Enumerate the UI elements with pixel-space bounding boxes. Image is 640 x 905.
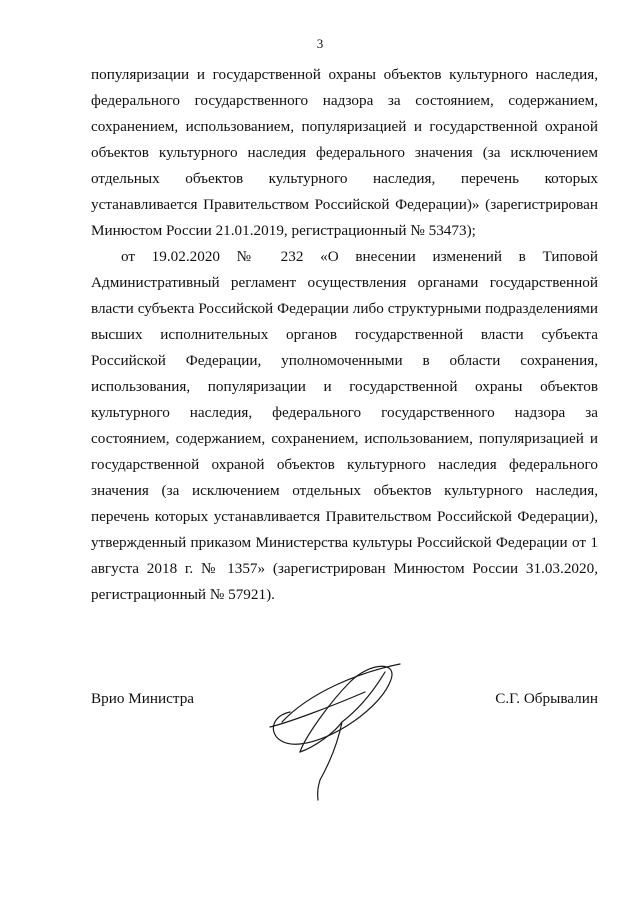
document-body (91, 62, 598, 608)
signatory-name: С.Г. Обрывалин (495, 690, 598, 707)
paragraph-amendment-order: от 19.02.2020 № 232 «О внесении изменений в Типовой Административный регламент осуществления органами государственной власти субъекта Российской Федерации либо структурными подразделениями высших исполнительных органов государственной власти субъекта Российской Федерации, уполномоченными в области сохранения, использования, популяризации и государственной охраны объектов культурного наследия, федерального государственного надзора за состоянием, содержанием, сохранением, использованием, популяризацией и государственной охраной объектов культурного наследия федерального значения (за исключением отдельных объектов культурного наследия, перечень которых устанавливается Правительством Российской Федерации), утвержденный приказом Министерства культуры Российской Федерации от 1 августа 2018 г. № 1357» (зарегистрирован Минюстом России 31.03.2020, регистрационный № 57921). (91, 248, 598, 603)
handwritten-signature (260, 652, 410, 807)
signatory-position: Врио Министра (91, 690, 195, 707)
paragraph-continuation: популяризации и государственной охраны объектов культурного наследия, федерального государственного надзора за состоянием, содержанием, сохранением, использованием, популяризацией и государственной охраной объектов культурного наследия федерального значения (за исключением отдельных объектов культурного наследия, перечень которых устанавливается Правительством Российской Федерации)» (зарегистрирован Минюстом России 21.01.2019, регистрационный № 53473); (91, 66, 598, 239)
page-number: 3 (316, 36, 324, 51)
